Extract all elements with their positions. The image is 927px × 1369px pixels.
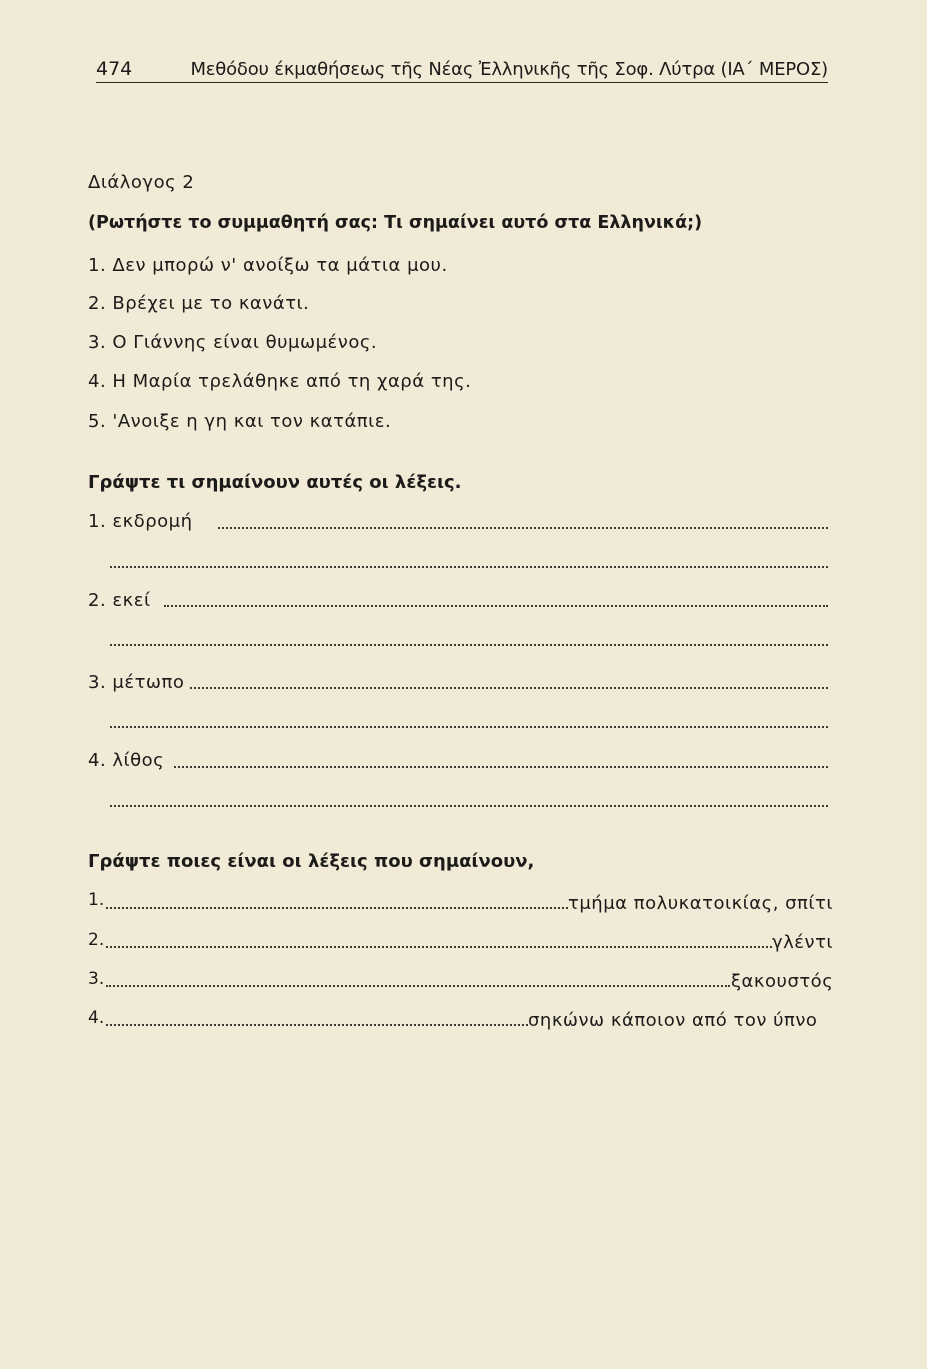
answer-line[interactable]	[190, 687, 828, 689]
page-header	[96, 58, 828, 83]
word-meaning: ξακουστός	[731, 971, 834, 992]
answer-line[interactable]	[174, 766, 828, 768]
answer-line[interactable]	[110, 726, 828, 728]
dialogue-instruction: (Ρωτήστε το συμμαθητή σας: Τι σημαίνει αυτό στα Ελληνικά;)	[88, 213, 703, 233]
meaning-word: 3. μέτωπο	[88, 672, 185, 693]
word-number: 3.	[88, 969, 105, 989]
dialogue-item: 2. Βρέχει με το κανάτι.	[88, 293, 310, 314]
answer-line[interactable]	[106, 1024, 528, 1026]
word-meaning: σηκώνω κάποιον από τον ύπνο	[528, 1010, 818, 1031]
word-meaning: τμήμα πολυκατοικίας, σπίτι	[568, 893, 833, 914]
answer-line[interactable]	[106, 946, 772, 948]
word-meaning: γλέντι	[772, 932, 834, 953]
dialogue-item: 5. 'Ανοιξε η γη και τον κατάπιε.	[88, 411, 392, 432]
meaning-word: 1. εκδρομή	[88, 511, 193, 532]
answer-line[interactable]	[218, 527, 828, 529]
answer-line[interactable]	[106, 985, 730, 987]
dialogue-item: 1. Δεν μπορώ ν' ανοίξω τα μάτια μου.	[88, 255, 448, 276]
dialogue-item: 3. Ο Γιάννης είναι θυμωμένος.	[88, 332, 378, 353]
dialogue-heading: Διάλογος 2	[88, 172, 195, 193]
word-number: 2.	[88, 930, 105, 950]
answer-line[interactable]	[110, 805, 828, 807]
meaning-word: 4. λίθος	[88, 750, 165, 771]
answer-line[interactable]	[106, 907, 568, 909]
answer-line[interactable]	[110, 644, 828, 646]
answer-line[interactable]	[164, 605, 828, 607]
word-number: 1.	[88, 890, 105, 910]
meanings-heading: Γράψτε τι σημαίνουν αυτές οι λέξεις.	[88, 472, 462, 493]
dialogue-item: 4. Η Μαρία τρελάθηκε από τη χαρά της.	[88, 371, 472, 392]
page-number: 474	[96, 58, 133, 80]
answer-line[interactable]	[110, 566, 828, 568]
word-number: 4.	[88, 1008, 105, 1028]
meaning-word: 2. εκεί	[88, 590, 151, 611]
running-title: Μεθόδου έκμαθήσεως τῆς Νέας Ἐλληνικῆς τῆς Σοφ. Λύτρα (ΙΑ΄ ΜΕΡΟΣ)	[190, 59, 828, 80]
words-heading: Γράψτε ποιες είναι οι λέξεις που σημαίνουν,	[88, 851, 535, 872]
